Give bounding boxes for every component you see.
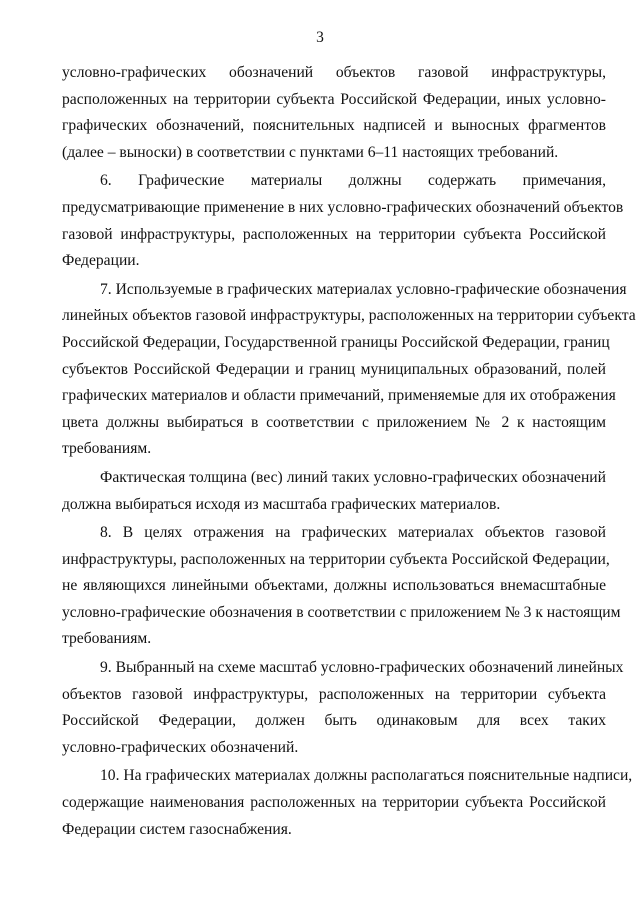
text-line: Российской Федерации, должен быть одинаковым для всех таких [62, 712, 606, 730]
document-body [62, 60, 636, 843]
page-number: 3 [316, 29, 324, 46]
paragraph [62, 465, 606, 518]
text-line: условно-графические обозначения в соответствии с приложением № 3 к настоящим [62, 603, 621, 621]
text-line: требованиям. [62, 440, 152, 458]
paragraph [62, 277, 636, 463]
text-line: инфраструктуры, расположенных на территории субъекта Российской Федерации, [62, 550, 610, 568]
text-line: содержащие наименования расположенных на территории субъекта Российской [62, 794, 606, 812]
text-line: 7. Используемые в графических материалах условно-графические обозначения [100, 280, 627, 298]
text-line: графических материалов и области примечаний, применяемые для их отображения [62, 387, 616, 405]
text-line: условно-графических обозначений объектов газовой инфраструктуры, [62, 64, 606, 81]
text-line: Федерации. [62, 252, 140, 270]
text-line: (далее – выноски) в соответствии с пунктами 6–11 настоящих требований. [62, 143, 559, 161]
text-line: газовой инфраструктуры, расположенных на территории субъекта Российской [62, 225, 606, 243]
text-line: Федерации систем газоснабжения. [62, 820, 292, 838]
text-line: 6. Графические материалы должны содержать примечания, [100, 172, 606, 190]
text-line: графических обозначений, пояснительных надписей и выносных фрагментов [62, 117, 606, 135]
text-line: предусматривающие применение в них условно-графических обозначений объектов [62, 198, 624, 216]
text-line: линейных объектов газовой инфраструктуры, расположенных на территории субъекта [62, 307, 636, 325]
paragraph [62, 763, 633, 843]
paragraph [62, 168, 624, 274]
text-line: должна выбираться исходя из масштаба графических материалов. [62, 495, 501, 513]
text-line: не являющихся линейными объектами, должны использоваться внемасштабные [62, 577, 606, 595]
text-line: 8. В целях отражения на графических материалах объектов газовой [100, 524, 606, 542]
text-line: требованиям. [62, 630, 152, 648]
text-line: субъектов Российской Федерации и границ муниципальных образований, полей [62, 360, 606, 378]
text-line: цвета должны выбираться в соответствии с приложением № 2 к настоящим [62, 413, 606, 431]
text-line: Фактическая толщина (вес) линий таких условно-графических обозначений [100, 468, 606, 486]
text-line: Российской Федерации, Государственной границы Российской Федерации, границ [62, 333, 610, 351]
paragraph [62, 520, 621, 653]
text-line: 10. На графических материалах должны располагаться пояснительные надписи, [100, 767, 633, 785]
text-line: 9. Выбранный на схеме масштаб условно-графических обозначений линейных [100, 659, 624, 677]
text-line: условно-графических обозначений. [62, 738, 299, 756]
text-line: объектов газовой инфраструктуры, расположенных на территории субъекта [62, 685, 606, 703]
paragraph [62, 655, 624, 761]
paragraph [62, 60, 606, 166]
text-line: расположенных на территории субъекта Российской Федерации, иных условно- [62, 90, 606, 108]
